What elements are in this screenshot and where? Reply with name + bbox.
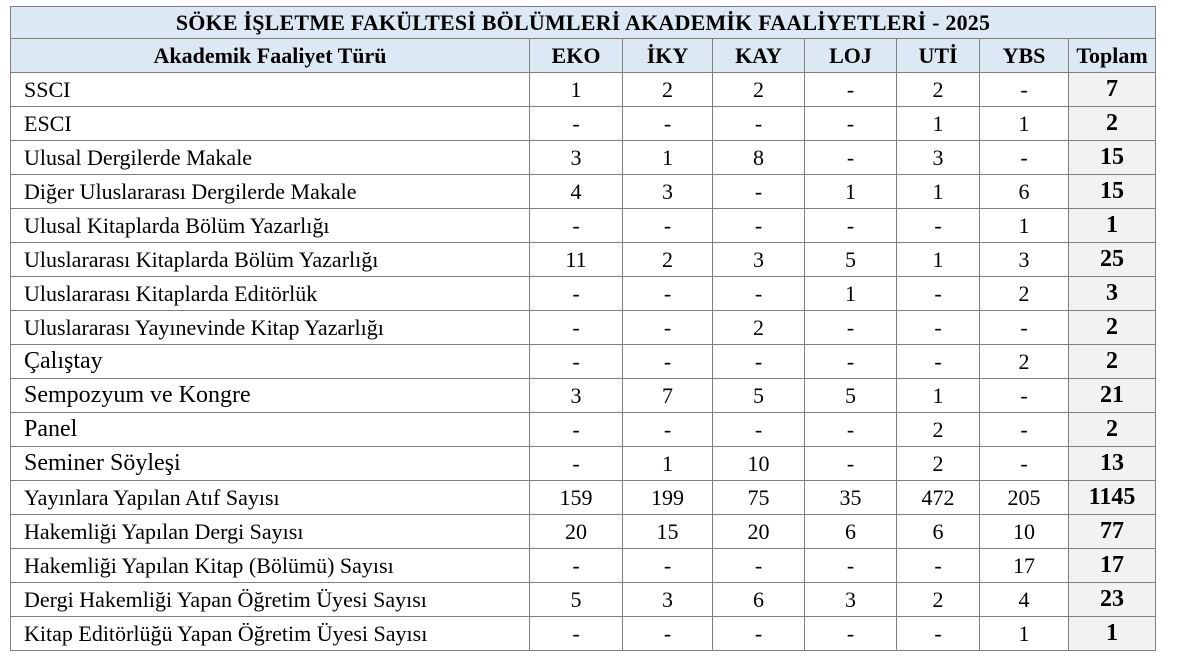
- loj-value-cell: -: [805, 549, 897, 583]
- activity-type-cell: Kitap Editörlüğü Yapan Öğretim Üyesi Sayısı: [11, 617, 530, 651]
- uti-value-cell: 1: [897, 175, 980, 209]
- kay-value-cell: -: [713, 107, 805, 141]
- activity-type-cell: Seminer Söyleşi: [11, 447, 530, 481]
- iky-value-cell: -: [623, 345, 713, 379]
- total-value-cell: 15: [1069, 141, 1156, 175]
- table-row: [11, 141, 1156, 175]
- total-value-cell: 1: [1069, 617, 1156, 651]
- loj-value-cell: 35: [805, 481, 897, 515]
- kay-value-cell: -: [713, 209, 805, 243]
- loj-value-cell: 6: [805, 515, 897, 549]
- total-value-cell: 7: [1069, 73, 1156, 107]
- loj-value-cell: -: [805, 447, 897, 481]
- eko-value-cell: -: [530, 277, 623, 311]
- eko-value-cell: 159: [530, 481, 623, 515]
- uti-value-cell: -: [897, 277, 980, 311]
- total-value-cell: 1: [1069, 209, 1156, 243]
- activity-type-cell: Panel: [11, 413, 530, 447]
- table-row: [11, 209, 1156, 243]
- kay-value-cell: 2: [713, 73, 805, 107]
- uti-value-cell: -: [897, 209, 980, 243]
- ybs-value-cell: -: [980, 141, 1069, 175]
- iky-value-cell: 3: [623, 583, 713, 617]
- total-value-cell: 23: [1069, 583, 1156, 617]
- activity-type-cell: Hakemliği Yapılan Dergi Sayısı: [11, 515, 530, 549]
- iky-value-cell: -: [623, 549, 713, 583]
- activity-type-cell: Hakemliği Yapılan Kitap (Bölümü) Sayısı: [11, 549, 530, 583]
- iky-value-cell: 1: [623, 447, 713, 481]
- uti-value-cell: 2: [897, 73, 980, 107]
- table-row: [11, 617, 1156, 651]
- ybs-value-cell: 1: [980, 107, 1069, 141]
- table-row: [11, 277, 1156, 311]
- table-body: [11, 73, 1156, 651]
- loj-value-cell: -: [805, 413, 897, 447]
- kay-value-cell: -: [713, 413, 805, 447]
- iky-value-cell: 15: [623, 515, 713, 549]
- eko-value-cell: -: [530, 549, 623, 583]
- kay-value-cell: 5: [713, 379, 805, 413]
- column-header-type: Akademik Faaliyet Türü: [11, 39, 530, 73]
- eko-value-cell: -: [530, 617, 623, 651]
- ybs-value-cell: 1: [980, 617, 1069, 651]
- iky-value-cell: -: [623, 107, 713, 141]
- loj-value-cell: 3: [805, 583, 897, 617]
- total-value-cell: 17: [1069, 549, 1156, 583]
- column-header-loj: LOJ: [805, 39, 897, 73]
- loj-value-cell: -: [805, 107, 897, 141]
- iky-value-cell: -: [623, 413, 713, 447]
- uti-value-cell: 2: [897, 583, 980, 617]
- kay-value-cell: 20: [713, 515, 805, 549]
- uti-value-cell: -: [897, 549, 980, 583]
- kay-value-cell: -: [713, 345, 805, 379]
- table-row: [11, 345, 1156, 379]
- uti-value-cell: 6: [897, 515, 980, 549]
- ybs-value-cell: 205: [980, 481, 1069, 515]
- table-row: [11, 107, 1156, 141]
- eko-value-cell: -: [530, 413, 623, 447]
- loj-value-cell: -: [805, 73, 897, 107]
- ybs-value-cell: 3: [980, 243, 1069, 277]
- ybs-value-cell: -: [980, 73, 1069, 107]
- total-value-cell: 3: [1069, 277, 1156, 311]
- kay-value-cell: 3: [713, 243, 805, 277]
- table-row: [11, 515, 1156, 549]
- kay-value-cell: 6: [713, 583, 805, 617]
- table-row: [11, 243, 1156, 277]
- ybs-value-cell: -: [980, 379, 1069, 413]
- uti-value-cell: -: [897, 345, 980, 379]
- uti-value-cell: 472: [897, 481, 980, 515]
- ybs-value-cell: -: [980, 447, 1069, 481]
- column-header-total: Toplam: [1069, 39, 1156, 73]
- ybs-value-cell: 17: [980, 549, 1069, 583]
- total-value-cell: 15: [1069, 175, 1156, 209]
- column-header-ybs: YBS: [980, 39, 1069, 73]
- activity-type-cell: Uluslararası Kitaplarda Bölüm Yazarlığı: [11, 243, 530, 277]
- activity-type-cell: Sempozyum ve Kongre: [11, 379, 530, 413]
- loj-value-cell: 5: [805, 379, 897, 413]
- total-value-cell: 25: [1069, 243, 1156, 277]
- iky-value-cell: -: [623, 311, 713, 345]
- eko-value-cell: 3: [530, 141, 623, 175]
- activities-table-container: [10, 6, 1156, 651]
- ybs-value-cell: 2: [980, 345, 1069, 379]
- table-row: [11, 447, 1156, 481]
- table-row: [11, 73, 1156, 107]
- uti-value-cell: 1: [897, 379, 980, 413]
- kay-value-cell: -: [713, 277, 805, 311]
- kay-value-cell: -: [713, 175, 805, 209]
- uti-value-cell: 2: [897, 447, 980, 481]
- table-row: [11, 175, 1156, 209]
- eko-value-cell: 4: [530, 175, 623, 209]
- column-header-uti: UTİ: [897, 39, 980, 73]
- table-row: [11, 481, 1156, 515]
- iky-value-cell: 199: [623, 481, 713, 515]
- column-header-eko: EKO: [530, 39, 623, 73]
- activity-type-cell: Uluslararası Kitaplarda Editörlük: [11, 277, 530, 311]
- uti-value-cell: -: [897, 311, 980, 345]
- uti-value-cell: 2: [897, 413, 980, 447]
- eko-value-cell: -: [530, 345, 623, 379]
- activity-type-cell: Ulusal Kitaplarda Bölüm Yazarlığı: [11, 209, 530, 243]
- eko-value-cell: -: [530, 447, 623, 481]
- ybs-value-cell: -: [980, 413, 1069, 447]
- ybs-value-cell: 1: [980, 209, 1069, 243]
- iky-value-cell: 3: [623, 175, 713, 209]
- iky-value-cell: -: [623, 209, 713, 243]
- table-row: [11, 413, 1156, 447]
- loj-value-cell: -: [805, 617, 897, 651]
- table-row: [11, 549, 1156, 583]
- kay-value-cell: 75: [713, 481, 805, 515]
- activity-type-cell: Dergi Hakemliği Yapan Öğretim Üyesi Sayısı: [11, 583, 530, 617]
- loj-value-cell: 5: [805, 243, 897, 277]
- kay-value-cell: -: [713, 617, 805, 651]
- ybs-value-cell: 4: [980, 583, 1069, 617]
- table-row: [11, 583, 1156, 617]
- eko-value-cell: -: [530, 311, 623, 345]
- total-value-cell: 77: [1069, 515, 1156, 549]
- table-row: [11, 311, 1156, 345]
- eko-value-cell: 1: [530, 73, 623, 107]
- activity-type-cell: Uluslararası Yayınevinde Kitap Yazarlığı: [11, 311, 530, 345]
- iky-value-cell: -: [623, 617, 713, 651]
- loj-value-cell: 1: [805, 277, 897, 311]
- kay-value-cell: -: [713, 549, 805, 583]
- table-title: SÖKE İŞLETME FAKÜLTESİ BÖLÜMLERİ AKADEMİK FAALİYETLERİ - 2025: [11, 7, 1156, 39]
- uti-value-cell: -: [897, 617, 980, 651]
- activity-type-cell: Diğer Uluslararası Dergilerde Makale: [11, 175, 530, 209]
- eko-value-cell: 20: [530, 515, 623, 549]
- uti-value-cell: 3: [897, 141, 980, 175]
- column-header-kay: KAY: [713, 39, 805, 73]
- total-value-cell: 2: [1069, 413, 1156, 447]
- loj-value-cell: -: [805, 141, 897, 175]
- header-row: [11, 39, 1156, 73]
- iky-value-cell: -: [623, 277, 713, 311]
- uti-value-cell: 1: [897, 107, 980, 141]
- kay-value-cell: 10: [713, 447, 805, 481]
- total-value-cell: 13: [1069, 447, 1156, 481]
- loj-value-cell: -: [805, 345, 897, 379]
- iky-value-cell: 2: [623, 243, 713, 277]
- iky-value-cell: 7: [623, 379, 713, 413]
- total-value-cell: 2: [1069, 311, 1156, 345]
- eko-value-cell: -: [530, 209, 623, 243]
- academic-activities-table: [10, 6, 1156, 651]
- table-row: [11, 379, 1156, 413]
- eko-value-cell: -: [530, 107, 623, 141]
- iky-value-cell: 2: [623, 73, 713, 107]
- eko-value-cell: 5: [530, 583, 623, 617]
- loj-value-cell: 1: [805, 175, 897, 209]
- activity-type-cell: ESCI: [11, 107, 530, 141]
- column-header-iky: İKY: [623, 39, 713, 73]
- activity-type-cell: Ulusal Dergilerde Makale: [11, 141, 530, 175]
- eko-value-cell: 3: [530, 379, 623, 413]
- uti-value-cell: 1: [897, 243, 980, 277]
- total-value-cell: 21: [1069, 379, 1156, 413]
- loj-value-cell: -: [805, 311, 897, 345]
- loj-value-cell: -: [805, 209, 897, 243]
- activity-type-cell: Çalıştay: [11, 345, 530, 379]
- total-value-cell: 1145: [1069, 481, 1156, 515]
- ybs-value-cell: 6: [980, 175, 1069, 209]
- kay-value-cell: 8: [713, 141, 805, 175]
- ybs-value-cell: -: [980, 311, 1069, 345]
- ybs-value-cell: 10: [980, 515, 1069, 549]
- kay-value-cell: 2: [713, 311, 805, 345]
- ybs-value-cell: 2: [980, 277, 1069, 311]
- total-value-cell: 2: [1069, 107, 1156, 141]
- eko-value-cell: 11: [530, 243, 623, 277]
- total-value-cell: 2: [1069, 345, 1156, 379]
- iky-value-cell: 1: [623, 141, 713, 175]
- activity-type-cell: SSCI: [11, 73, 530, 107]
- activity-type-cell: Yayınlara Yapılan Atıf Sayısı: [11, 481, 530, 515]
